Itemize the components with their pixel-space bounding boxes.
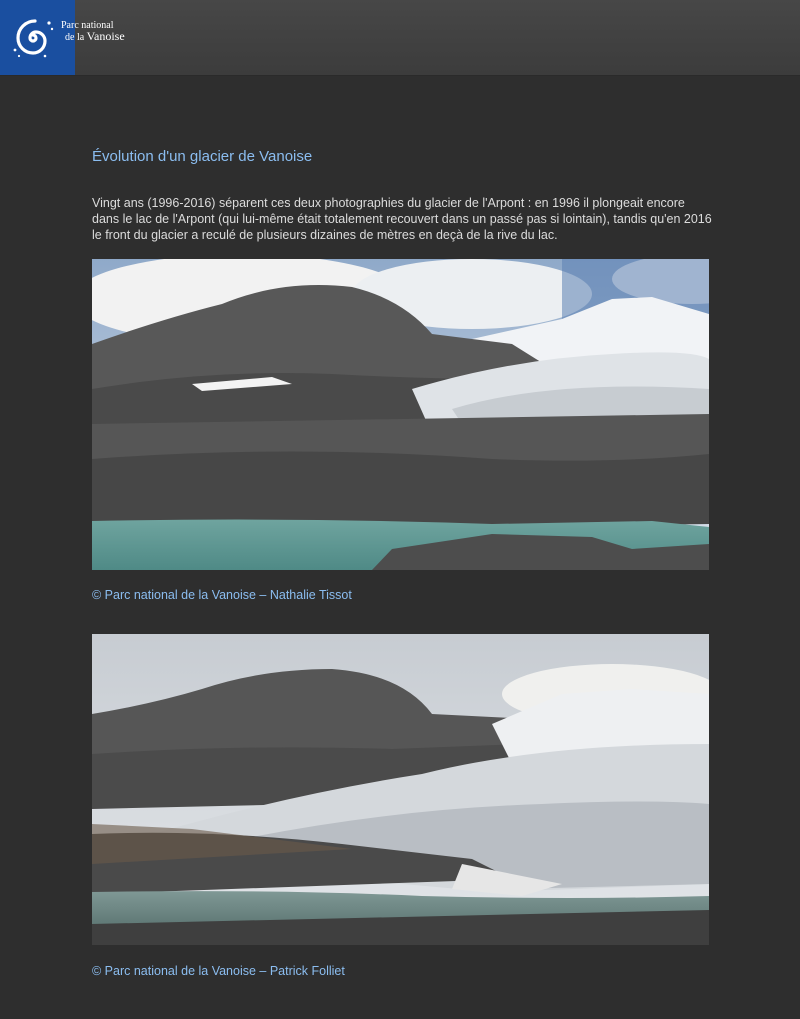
glacier-photo-2016: [92, 634, 709, 945]
glacier-photo-1996: [92, 259, 709, 570]
photo-credit-2: © Parc national de la Vanoise – Patrick Folliet: [92, 964, 345, 978]
logo-wordmark: [61, 21, 125, 43]
site-header: [0, 0, 800, 76]
article-title: Évolution d'un glacier de Vanoise: [92, 148, 313, 165]
logo-line-1: Parc national: [61, 20, 114, 31]
spiral-logo-icon: [9, 14, 57, 62]
logo-line-2-prefix: de la: [65, 32, 85, 43]
logo-line-2: [61, 31, 125, 43]
park-logo-link[interactable]: [0, 0, 125, 75]
article-intro: Vingt ans (1996-2016) séparent ces deux photographies du glacier de l'Arpont : en 1996 il plongeait encore dans le lac de l'Arpont (qui lui-même était totalement recouvert dans un passé pas si lointain), tandis qu'en 2016 le front du glacier a reculé de plusieurs dizaines de mètres en deçà de la rive du lac.: [92, 196, 712, 242]
logo-line-2-name: Vanoise: [86, 29, 125, 43]
photo-credit-1: © Parc national de la Vanoise – Nathalie Tissot: [92, 588, 352, 602]
